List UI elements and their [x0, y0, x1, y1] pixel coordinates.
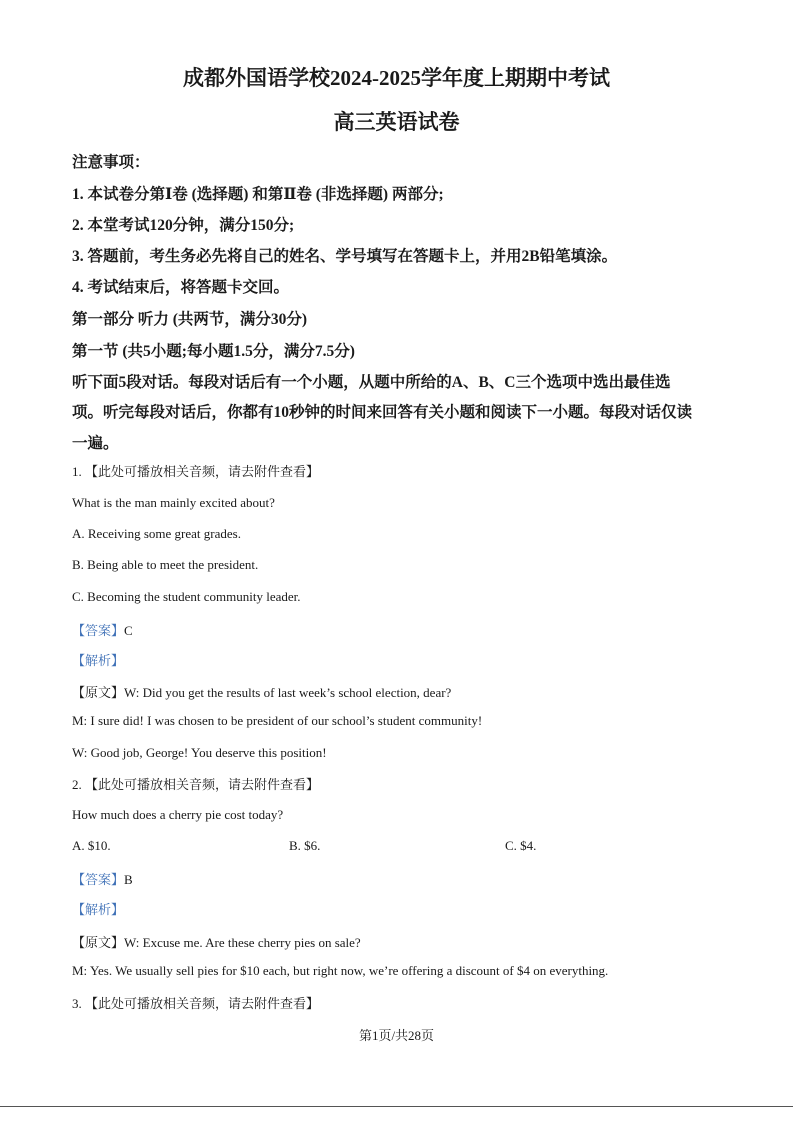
- notice-item: 1. 本试卷分第Ⅰ卷 (选择题) 和第Ⅱ卷 (非选择题) 两部分;: [72, 186, 444, 203]
- option: A. $10.: [72, 838, 111, 853]
- page-divider: [0, 1106, 793, 1107]
- transcript-line: [72, 682, 451, 701]
- answer-value: B: [124, 872, 133, 887]
- notice-item: 2. 本堂考试120分钟，满分150分;: [72, 217, 295, 234]
- transcript-line: M: Yes. We usually sell pies for $10 each, but right now, we’re offering a discount of $4 on everything.: [72, 963, 609, 978]
- answer-line: [72, 620, 133, 639]
- exam-subtitle: 高三英语试卷: [333, 110, 460, 134]
- transcript-line: W: Good job, George! You deserve this position!: [72, 745, 327, 760]
- part-title: 第一部分 听力 (共两节，满分30分): [72, 311, 308, 328]
- option: C. Becoming the student community leader.: [72, 589, 301, 604]
- option: A. Receiving some great grades.: [72, 526, 241, 541]
- analysis-label: 【解析】: [72, 653, 125, 668]
- question-number-line: 2. 【此处可播放相关音频，请去附件查看】: [72, 777, 320, 792]
- instruction-line: 一遍。: [72, 435, 119, 452]
- transcript-text: W: Excuse me. Are these cherry pies on sale?: [124, 935, 361, 950]
- notice-item: 3. 答题前，考生务必先将自己的姓名、学号填写在答题卡上，并用2B铅笔填涂。: [72, 248, 618, 265]
- question-number-line: 3. 【此处可播放相关音频，请去附件查看】: [72, 996, 320, 1011]
- question-stem: How much does a cherry pie cost today?: [72, 807, 284, 822]
- option: C. $4.: [505, 838, 537, 853]
- instruction-line: 听下面5段对话。每段对话后有一个小题，从题中所给的A、B、C三个选项中选出最佳选: [72, 374, 671, 391]
- option: B. Being able to meet the president.: [72, 557, 259, 572]
- transcript-label: 【原文】: [72, 685, 125, 700]
- notice-item: 4. 考试结束后，将答题卡交回。: [72, 279, 290, 296]
- section-title: 第一节 (共5小题;每小题1.5分，满分7.5分): [72, 343, 355, 360]
- exam-title: 成都外国语学校2024-2025学年度上期期中考试: [183, 66, 610, 90]
- transcript-label: 【原文】: [72, 935, 125, 950]
- page-footer: 第1页/共28页: [358, 1028, 435, 1043]
- notice-heading: 注意事项：: [72, 154, 150, 171]
- instruction-line: 项。听完每段对话后，你都有10秒钟的时间来回答有关小题和阅读下一小题。每段对话仅读: [72, 404, 693, 421]
- option: B. $6.: [289, 838, 321, 853]
- analysis-label: 【解析】: [72, 902, 125, 917]
- answer-label: 【答案】: [72, 872, 125, 887]
- answer-label: 【答案】: [72, 623, 125, 638]
- transcript-line: [72, 932, 361, 951]
- answer-line: [72, 869, 133, 888]
- transcript-text: W: Did you get the results of last week’s school election, dear?: [124, 685, 452, 700]
- transcript-line: M: I sure did! I was chosen to be president of our school’s student community!: [72, 713, 483, 728]
- question-stem: What is the man mainly excited about?: [72, 495, 275, 510]
- question-number-line: 1. 【此处可播放相关音频，请去附件查看】: [72, 464, 320, 479]
- answer-value: C: [124, 623, 133, 638]
